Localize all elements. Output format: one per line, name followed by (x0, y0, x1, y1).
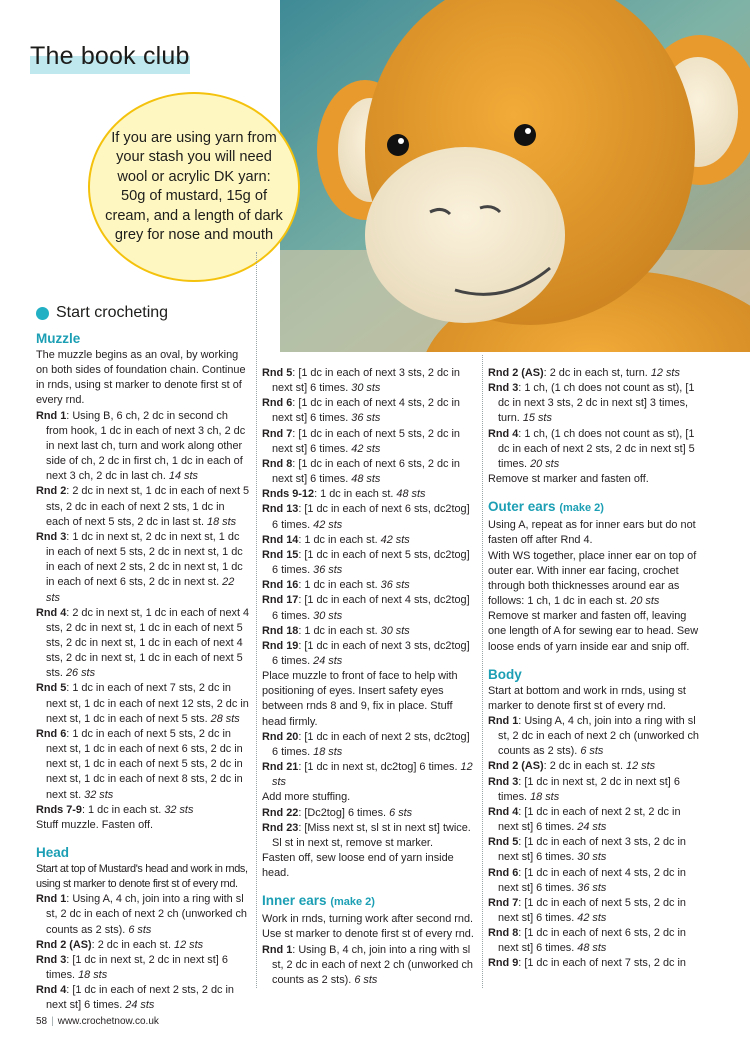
body-rows (488, 714, 704, 972)
row-label: Rnd 3 (36, 953, 67, 966)
outer-ears-sub: (make 2) (559, 502, 604, 515)
row-label: Rnd 4 (488, 427, 519, 440)
stitch-count: 18 sts (78, 969, 108, 982)
callout-text: If you are using yarn from your stash you will need wool or acrylic DK yarn: 50g of mustard, 15g of cream, and a length of dark grey for nose and mouth (105, 129, 283, 243)
row-text: : [1 dc in next st, dc2tog] 6 times. (298, 761, 461, 774)
footer-separator: | (51, 1016, 54, 1027)
stitch-count: 24 sts (577, 821, 607, 834)
head-outro: Fasten off, sew loose end of yarn inside head. (262, 852, 454, 880)
monkey-photo (280, 0, 750, 352)
row-label: Rnd 15 (262, 548, 299, 561)
row-label: Rnd 7 (262, 427, 293, 440)
inner-ears-outro: Remove st marker and fasten off. (488, 473, 649, 486)
pattern-row (262, 943, 476, 988)
pattern-row (36, 484, 250, 529)
row-label: Rnd 2 (36, 485, 67, 498)
stitch-count: 48 sts (577, 942, 607, 955)
row-text: : [1 dc in each of next 3 sts, dc2tog] 6 times. (272, 639, 470, 667)
row-text: : [1 dc in each of next 4 sts, dc2tog] 6 times. (272, 594, 470, 622)
row-label: Rnd 2 (AS) (488, 760, 544, 773)
row-text: : 1 dc in next st, 2 dc in next st, 1 dc in each of next 5 sts, 2 dc in next st, 1 dc in each of next 2 sts, 2 dc in next st, 1 dc in each of next 6 sts, 2 dc in next st. (46, 530, 243, 589)
pattern-row (36, 983, 250, 1013)
body-heading: Body (488, 666, 522, 682)
row-text: : 1 dc in each st. (314, 488, 397, 501)
row-label: Rnd 9 (488, 957, 519, 970)
stitch-count: 12 sts (272, 761, 473, 789)
pattern-row (488, 956, 704, 971)
row-text: : [1 dc in next st, 2 dc in next st] 6 times. (498, 775, 680, 803)
row-text: : Using B, 4 ch, join into a ring with sl st, 2 dc in each of next 2 ch (unworked ch counts as 2 sts). (272, 943, 473, 986)
head-middle-note: Place muzzle to front of face to help with positioning of eyes. Insert safety eyes between rnds 8 and 9, fix in place. Stuff head firmly. (262, 670, 458, 728)
row-text: : 2 dc in each st. (91, 938, 175, 951)
row-label: Rnd 19 (262, 639, 299, 652)
row-text: : 1 dc in each st. (298, 624, 381, 637)
row-text: : [1 dc in each of next 6 sts, dc2tog] 6 times. (272, 503, 470, 531)
row-text: : 2 dc in next st, 1 dc in each of next 4 sts, 2 dc in next st, 1 dc in each of next 5 sts, 2 dc in next st, 1 dc in each of next 4 sts, 2 dc in next st, 1 dc in each of next 5 sts. (46, 606, 250, 680)
pattern-row (262, 806, 476, 821)
head-rows-col1 (36, 892, 250, 1013)
stitch-count: 30 sts (351, 382, 381, 395)
stitch-count: 18 sts (207, 515, 237, 528)
muzzle-intro: The muzzle begins as an oval, by working on both sides of foundation chain. Continue in rnds, using st marker to denote first st of every rnd. (36, 349, 246, 407)
stitch-count: 42 sts (577, 912, 607, 924)
head-rows-col2c (262, 806, 476, 851)
stitch-count: 36 sts (351, 412, 381, 425)
stitch-count: 18 sts (530, 790, 560, 803)
inner-ears-sub: (make 2) (330, 896, 375, 909)
stitch-count: 36 sts (313, 564, 343, 577)
row-text: : [1 dc in each of next 2 sts, dc2tog] 6 times. (272, 730, 470, 758)
stitch-count: 6 sts (128, 923, 152, 936)
pattern-row (488, 866, 704, 896)
pattern-row (488, 805, 704, 835)
outer-ears-p3: Remove st marker and fasten off, leaving one length of A for sewing ear to head. Sew loose ends of yarn inside ear and snip off. (488, 610, 699, 653)
row-text: : [1 dc in each of next 2 sts, 2 dc in next st] 6 times. (46, 984, 234, 1012)
pattern-row (488, 381, 704, 426)
pattern-row (488, 896, 704, 926)
muzzle-heading: Muzzle (36, 331, 81, 346)
inner-ears-intro: Work in rnds, turning work after second rnd. Use st marker to denote first st of every rnd. (262, 913, 474, 941)
outer-ears-p2-text: With WS together, place inner ear on top of outer ear. With inner ear facing, crochet through both thicknesses around ear as follows: 1 ch, 1 dc in each st. (488, 549, 697, 608)
stitch-count: 42 sts (380, 533, 410, 546)
stitch-count: 12 sts (174, 938, 204, 951)
row-label: Rnd 5 (488, 836, 519, 849)
pattern-row (262, 533, 476, 548)
inner-ears-title: Inner ears (262, 893, 327, 909)
stitch-count: 20 sts (530, 457, 560, 470)
pattern-row (262, 578, 476, 593)
pattern-row (488, 427, 704, 472)
inner-ears-rows-col3 (488, 366, 704, 472)
row-label: Rnd 17 (262, 594, 299, 607)
stitch-count: 42 sts (313, 518, 343, 531)
row-label: Rnd 2 (AS) (488, 367, 544, 379)
row-label: Rnd 1 (36, 893, 67, 906)
row-label: Rnd 1 (262, 943, 293, 956)
outer-ears-p2-count: 20 sts (630, 595, 660, 608)
row-text: : Using A, 4 ch, join into a ring with sl st, 2 dc in each of next 2 ch (unworked ch counts as 2 sts). (498, 714, 699, 758)
row-text: : 1 dc in each st. (298, 579, 381, 592)
row-text: : [1 dc in each of next 4 sts, 2 dc in next st] 6 times. (272, 397, 460, 425)
outer-ears-p2 (488, 549, 704, 610)
row-text: : [1 dc in each of next 3 sts, 2 dc in next st] 6 times. (498, 836, 686, 864)
yarn-callout (88, 92, 300, 282)
row-text: : 1 dc in each st. (298, 533, 381, 546)
pattern-row (262, 457, 476, 487)
stitch-count: 6 sts (580, 745, 604, 758)
stitch-count: 24 sts (125, 999, 155, 1012)
pattern-row (262, 639, 476, 669)
column-2 (262, 366, 476, 988)
stitch-count: 6 sts (354, 973, 378, 986)
row-text: : Using B, 6 ch, 2 dc in second ch from hook, 1 dc in each of next 3 ch, 2 dc in next last ch, turn and work along other side of ch, 2 dc in first ch, 1 dc in each of next 3 ch, 2 dc in last ch. (46, 409, 246, 483)
row-text: : 1 dc in each st. (82, 803, 165, 816)
column-divider-1 (256, 252, 257, 988)
column-1 (36, 330, 250, 1014)
row-label: Rnd 20 (262, 730, 299, 743)
pattern-row (262, 502, 476, 532)
stitch-count: 36 sts (380, 579, 410, 592)
page-title: The book club (30, 42, 190, 70)
row-text: : [1 dc in each of next 3 sts, 2 dc in next st] 6 times. (272, 367, 460, 395)
pattern-row (262, 396, 476, 426)
row-label: Rnd 1 (488, 714, 519, 727)
row-label: Rnd 6 (488, 866, 519, 879)
row-label: Rnd 4 (36, 984, 67, 997)
row-label: Rnd 23 (262, 821, 299, 834)
head-intro: Start at top of Mustard's head and work in rnds, using st marker to denote first st of every rnd. (36, 863, 248, 891)
row-text: : [1 dc in each of next 4 sts, 2 dc in next st] 6 times. (498, 866, 686, 894)
stitch-count: 6 sts (389, 806, 413, 819)
row-label: Rnd 3 (36, 530, 67, 543)
pattern-row (488, 835, 704, 865)
row-text: : [1 dc in each of next 7 sts, 2 dc in (518, 957, 686, 970)
pattern-row (262, 487, 476, 502)
head-rows-col2 (262, 366, 476, 669)
stitch-count: 12 sts (650, 367, 680, 379)
pattern-row (262, 821, 476, 851)
row-label: Rnd 3 (488, 382, 519, 395)
row-text: : [Dc2tog] 6 times. (298, 806, 390, 819)
stitch-count: 32 sts (84, 788, 114, 801)
pattern-row (262, 624, 476, 639)
stitch-count: 32 sts (164, 803, 194, 816)
pattern-row (488, 775, 704, 805)
stitch-count: 42 sts (351, 442, 381, 455)
outer-ears-heading (488, 498, 704, 517)
pattern-row (488, 714, 704, 759)
row-text: : [1 dc in each of next 6 sts, 2 dc in next st] 6 times. (272, 457, 460, 486)
stitch-count: 30 sts (577, 851, 607, 864)
row-text: : 2 dc in each st. (543, 760, 627, 773)
stitch-count: 24 sts (313, 654, 343, 667)
pattern-row (262, 760, 476, 790)
muzzle-outro: Stuff muzzle. Fasten off. (36, 818, 154, 831)
row-text: : [1 dc in each of next 2 st, 2 dc in next st] 6 times. (498, 805, 681, 834)
page-footer (36, 1016, 159, 1027)
head-more-stuffing: Add more stuffing. (262, 791, 351, 804)
head-rows-col2b (262, 730, 476, 791)
inner-ears-rows-col2 (262, 943, 476, 988)
pattern-row (488, 759, 704, 774)
row-text: : 2 dc in next st, 1 dc in each of next 5 sts, 2 dc in each of next 2 sts, 1 dc in each of next 5 sts, 2 dc in last st. (46, 485, 250, 528)
section-heading-text: Start crocheting (56, 304, 169, 321)
row-text: : Using A, 4 ch, join into a ring with sl st, 2 dc in each of next 2 ch (unworked ch counts as 2 sts). (46, 893, 247, 936)
pattern-row (36, 606, 250, 682)
crocheted-monkey-illustration (280, 0, 750, 352)
pattern-row (36, 530, 250, 606)
stitch-count: 30 sts (313, 609, 343, 622)
row-label: Rnd 21 (262, 761, 299, 774)
row-text: : [1 dc in next st, 2 dc in next st] 6 times. (46, 953, 228, 982)
stitch-count: 48 sts (351, 473, 381, 486)
page-header (30, 42, 190, 71)
outer-ears-title: Outer ears (488, 499, 556, 515)
pattern-row (488, 366, 704, 381)
row-label: Rnd 4 (488, 805, 519, 818)
row-text: : 1 dc in each of next 5 sts, 2 dc in next st, 1 dc in each of next 6 sts, 2 dc in next st, 1 dc in each of next 5 sts, 2 dc in next st, 1 dc in each of next 8 sts, 2 dc in next st. (46, 727, 243, 801)
row-label: Rnd 4 (36, 606, 67, 619)
row-label: Rnd 2 (AS) (36, 938, 92, 951)
row-label: Rnds 9-12 (262, 488, 315, 501)
row-text: : [Miss next st, sl st in next st] twice. Sl st in next st, remove st marker. (272, 821, 471, 849)
row-label: Rnd 5 (262, 367, 293, 379)
head-heading: Head (36, 845, 70, 860)
stitch-count: 36 sts (577, 881, 607, 894)
stitch-count: 15 sts (522, 412, 552, 425)
pattern-row (36, 803, 250, 818)
row-text: : 2 dc in each st, turn. (543, 367, 651, 379)
body-intro: Start at bottom and work in rnds, using st marker to denote first st of every rnd. (488, 684, 686, 712)
stitch-count: 12 sts (626, 760, 656, 773)
row-label: Rnd 6 (36, 727, 67, 740)
row-label: Rnd 3 (488, 775, 519, 788)
pattern-row (36, 409, 250, 485)
row-label: Rnd 6 (262, 397, 293, 410)
pattern-row (262, 730, 476, 760)
stitch-count: 48 sts (396, 488, 426, 501)
stitch-count: 22 sts (46, 576, 235, 604)
pattern-row (262, 593, 476, 623)
muzzle-rows (36, 409, 250, 818)
stitch-count: 14 sts (168, 470, 198, 483)
row-label: Rnd 18 (262, 624, 299, 637)
pattern-row (36, 938, 250, 953)
row-label: Rnd 7 (488, 896, 519, 909)
row-text: : [1 dc in each of next 5 sts, 2 dc in next st] 6 times. (272, 427, 460, 455)
inner-ears-heading (262, 892, 476, 911)
pattern-row (36, 727, 250, 803)
row-label: Rnd 5 (36, 682, 67, 695)
section-heading (36, 304, 168, 322)
pattern-row (262, 548, 476, 578)
pattern-row (36, 681, 250, 726)
bullet-dot-icon (36, 307, 49, 320)
column-divider-2 (482, 355, 483, 988)
row-label: Rnd 1 (36, 409, 67, 422)
stitch-count: 28 sts (210, 712, 240, 725)
outer-ears-p1: Using A, repeat as for inner ears but do not fasten off after Rnd 4. (488, 519, 696, 547)
column-3 (488, 366, 704, 972)
row-label: Rnd 13 (262, 503, 299, 516)
stitch-count: 30 sts (380, 624, 410, 637)
row-label: Rnds 7-9 (36, 803, 82, 816)
page-number: 58 (36, 1016, 48, 1027)
row-text: : [1 dc in each of next 5 sts, 2 dc in next st] 6 times. (498, 896, 686, 924)
pattern-row (262, 427, 476, 457)
row-text: : [1 dc in each of next 6 sts, 2 dc in next st] 6 times. (498, 927, 686, 955)
pattern-row (36, 953, 250, 983)
row-text: : 1 dc in each of next 7 sts, 2 dc in next st, 1 dc in each of next 12 sts, 2 dc in next st, 1 dc in each of next 5 sts. (46, 682, 249, 725)
row-label: Rnd 14 (262, 533, 299, 546)
row-text: : 1 ch, (1 ch does not count as st), [1 dc in each of next 2 sts, 2 dc in next st] 5 times. (498, 427, 695, 470)
stitch-count: 26 sts (65, 667, 96, 680)
pattern-row (36, 892, 250, 937)
row-label: Rnd 8 (488, 927, 519, 940)
row-text: : 1 ch, (1 ch does not count as st), [1 dc in next 3 sts, 2 dc in next st] 3 times, turn. (498, 382, 695, 425)
row-label: Rnd 16 (262, 579, 299, 592)
footer-url[interactable]: www.crochetnow.co.uk (57, 1016, 159, 1027)
stitch-count: 18 sts (313, 745, 343, 758)
row-label: Rnd 8 (262, 457, 293, 470)
row-text: : [1 dc in each of next 5 sts, dc2tog] 6 times. (272, 548, 470, 577)
pattern-row (488, 926, 704, 956)
pattern-row (262, 366, 476, 396)
row-label: Rnd 22 (262, 806, 299, 819)
